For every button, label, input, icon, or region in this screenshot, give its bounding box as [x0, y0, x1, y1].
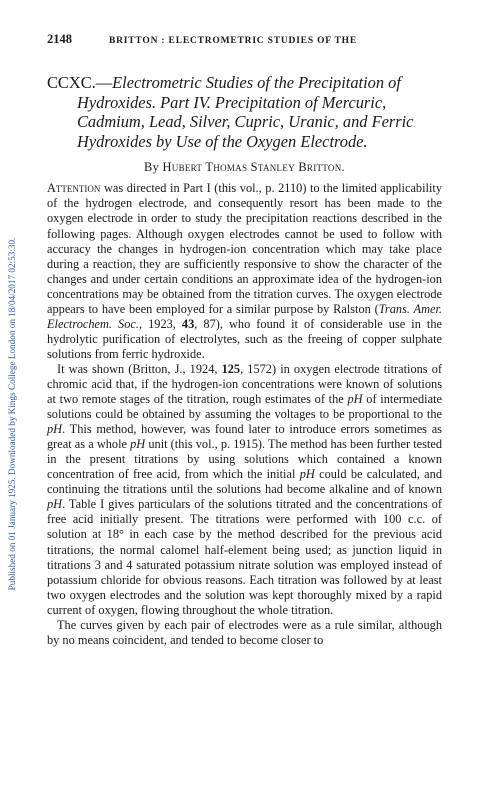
- article-number: CCXC.: [47, 73, 96, 92]
- para1-text-2: , 1923,: [138, 316, 182, 331]
- ph-symbol: pH: [347, 392, 363, 407]
- para1-text-1: was directed in Part I (this vol., p. 2110) to the limited applicability of the hydrogen electrode, and consequently resort has been made to the oxygen electrode in order to study the precipitation reactions described in the following pages. Although oxygen electrodes cannot be used to follow with accuracy the changes in hydrogen-ion concentration which may take place during a reaction, they are sufficiently responsive to show the character of the changes and under certain conditions an approximate idea of the hydrogen-ion concentrations may be obtained from the titration curves. The oxygen electrode appears to have been employed for a similar purpose by Ralston (: [47, 181, 442, 316]
- para2-text-1: It was shown (Britton, J., 1924,: [57, 361, 222, 376]
- ph-symbol: pH: [299, 467, 315, 482]
- para2-text-4: . This method, however, was found later to introduce errors sometimes as great as a whole: [47, 422, 442, 452]
- paragraph-2: [47, 362, 442, 618]
- download-watermark: [0, 0, 24, 792]
- para2-text-5: unit (this vol., p. 1915). The method has been further tested in the present titrations by using solutions which contained a known concentration of free acid, from which the initial: [47, 437, 442, 482]
- article-title: CCXC.—Electrometric Studies of the Precipitation of Hydroxides. Part IV. Precipitation of Mercuric, Cadmium, Lead, Silver, Cupric, Uranic, and Ferric Hydroxides by Use of the Oxygen Electrode.: [47, 73, 442, 151]
- para2-text-3: of intermediate solutions could be obtained by assuming the voltages to be proportional to the: [47, 392, 442, 422]
- author-byline: [47, 160, 442, 175]
- download-watermark-text: Published on 01 January 1925. Downloaded by Kings College London on 18/04/2017 02:53:30.: [7, 237, 17, 591]
- byline-by: By: [144, 160, 160, 175]
- para1-text-3: , 87), who found it of considerable use in the hydrolytic purification of electrolytes, such as the freeing of copper sulphate solutions from ferric hydroxide.: [47, 316, 443, 361]
- para3-text: The curves given by each pair of electrodes were as a rule similar, although by no means coincident, and tended to become closer to: [47, 617, 442, 647]
- para2-text-6: could be calculated, and continuing the titrations until the solutions had become alkaline and of known: [47, 467, 442, 497]
- para2-text-2: , 1572) in oxygen electrode titrations of chromic acid that, if the hydrogen-ion concentrations were known of solutions at two remote stages of the titration, rough estimates of the: [47, 361, 442, 407]
- page-number: 2148: [47, 32, 72, 46]
- page-header: [47, 32, 442, 47]
- paragraph-3: [47, 618, 442, 648]
- ph-symbol: pH: [47, 422, 63, 437]
- journal-page: [47, 32, 442, 648]
- running-head: BRITTON : ELECTROMETRIC STUDIES OF THE: [109, 36, 357, 46]
- journal-citation: Trans. Amer. Electrochem. Soc.: [47, 301, 442, 331]
- author-name: Hubert Thomas Stanley Britton.: [162, 160, 345, 175]
- para2-text-7: . Table I gives particulars of the solutions titrated and the concentrations of free acid initially present. The titrations were performed with 100 c.c. of solution at 18° in each case by the method described for the previous acid titrations, the normal calomel half-element being used; as junction liquid in titrations 3 and 4 saturated potassium nitrate solution was employed instead of potassium chloride for obvious reasons. Each titration was followed by at least two oxygen electrodes and the solution was kept thoroughly mixed by a rapid current of oxygen, flowing throughout the whole titration.: [47, 497, 442, 617]
- article-title-rest: Hydroxides. Part IV. Precipitation of Mercuric, Cadmium, Lead, Silver, Cupric, Uranic, and Ferric Hydroxides by Use of the Oxygen Electrode.: [77, 92, 414, 151]
- ph-symbol: pH: [47, 497, 63, 512]
- article-title-line1: Electrometric Studies of the Precipitation of: [112, 73, 401, 92]
- volume-number: 43: [181, 316, 195, 331]
- ph-symbol: pH: [130, 437, 146, 452]
- article-body: [47, 181, 442, 647]
- volume-number: 125: [221, 361, 241, 376]
- paragraph-1: [47, 181, 442, 362]
- lead-word: Attention: [47, 181, 101, 196]
